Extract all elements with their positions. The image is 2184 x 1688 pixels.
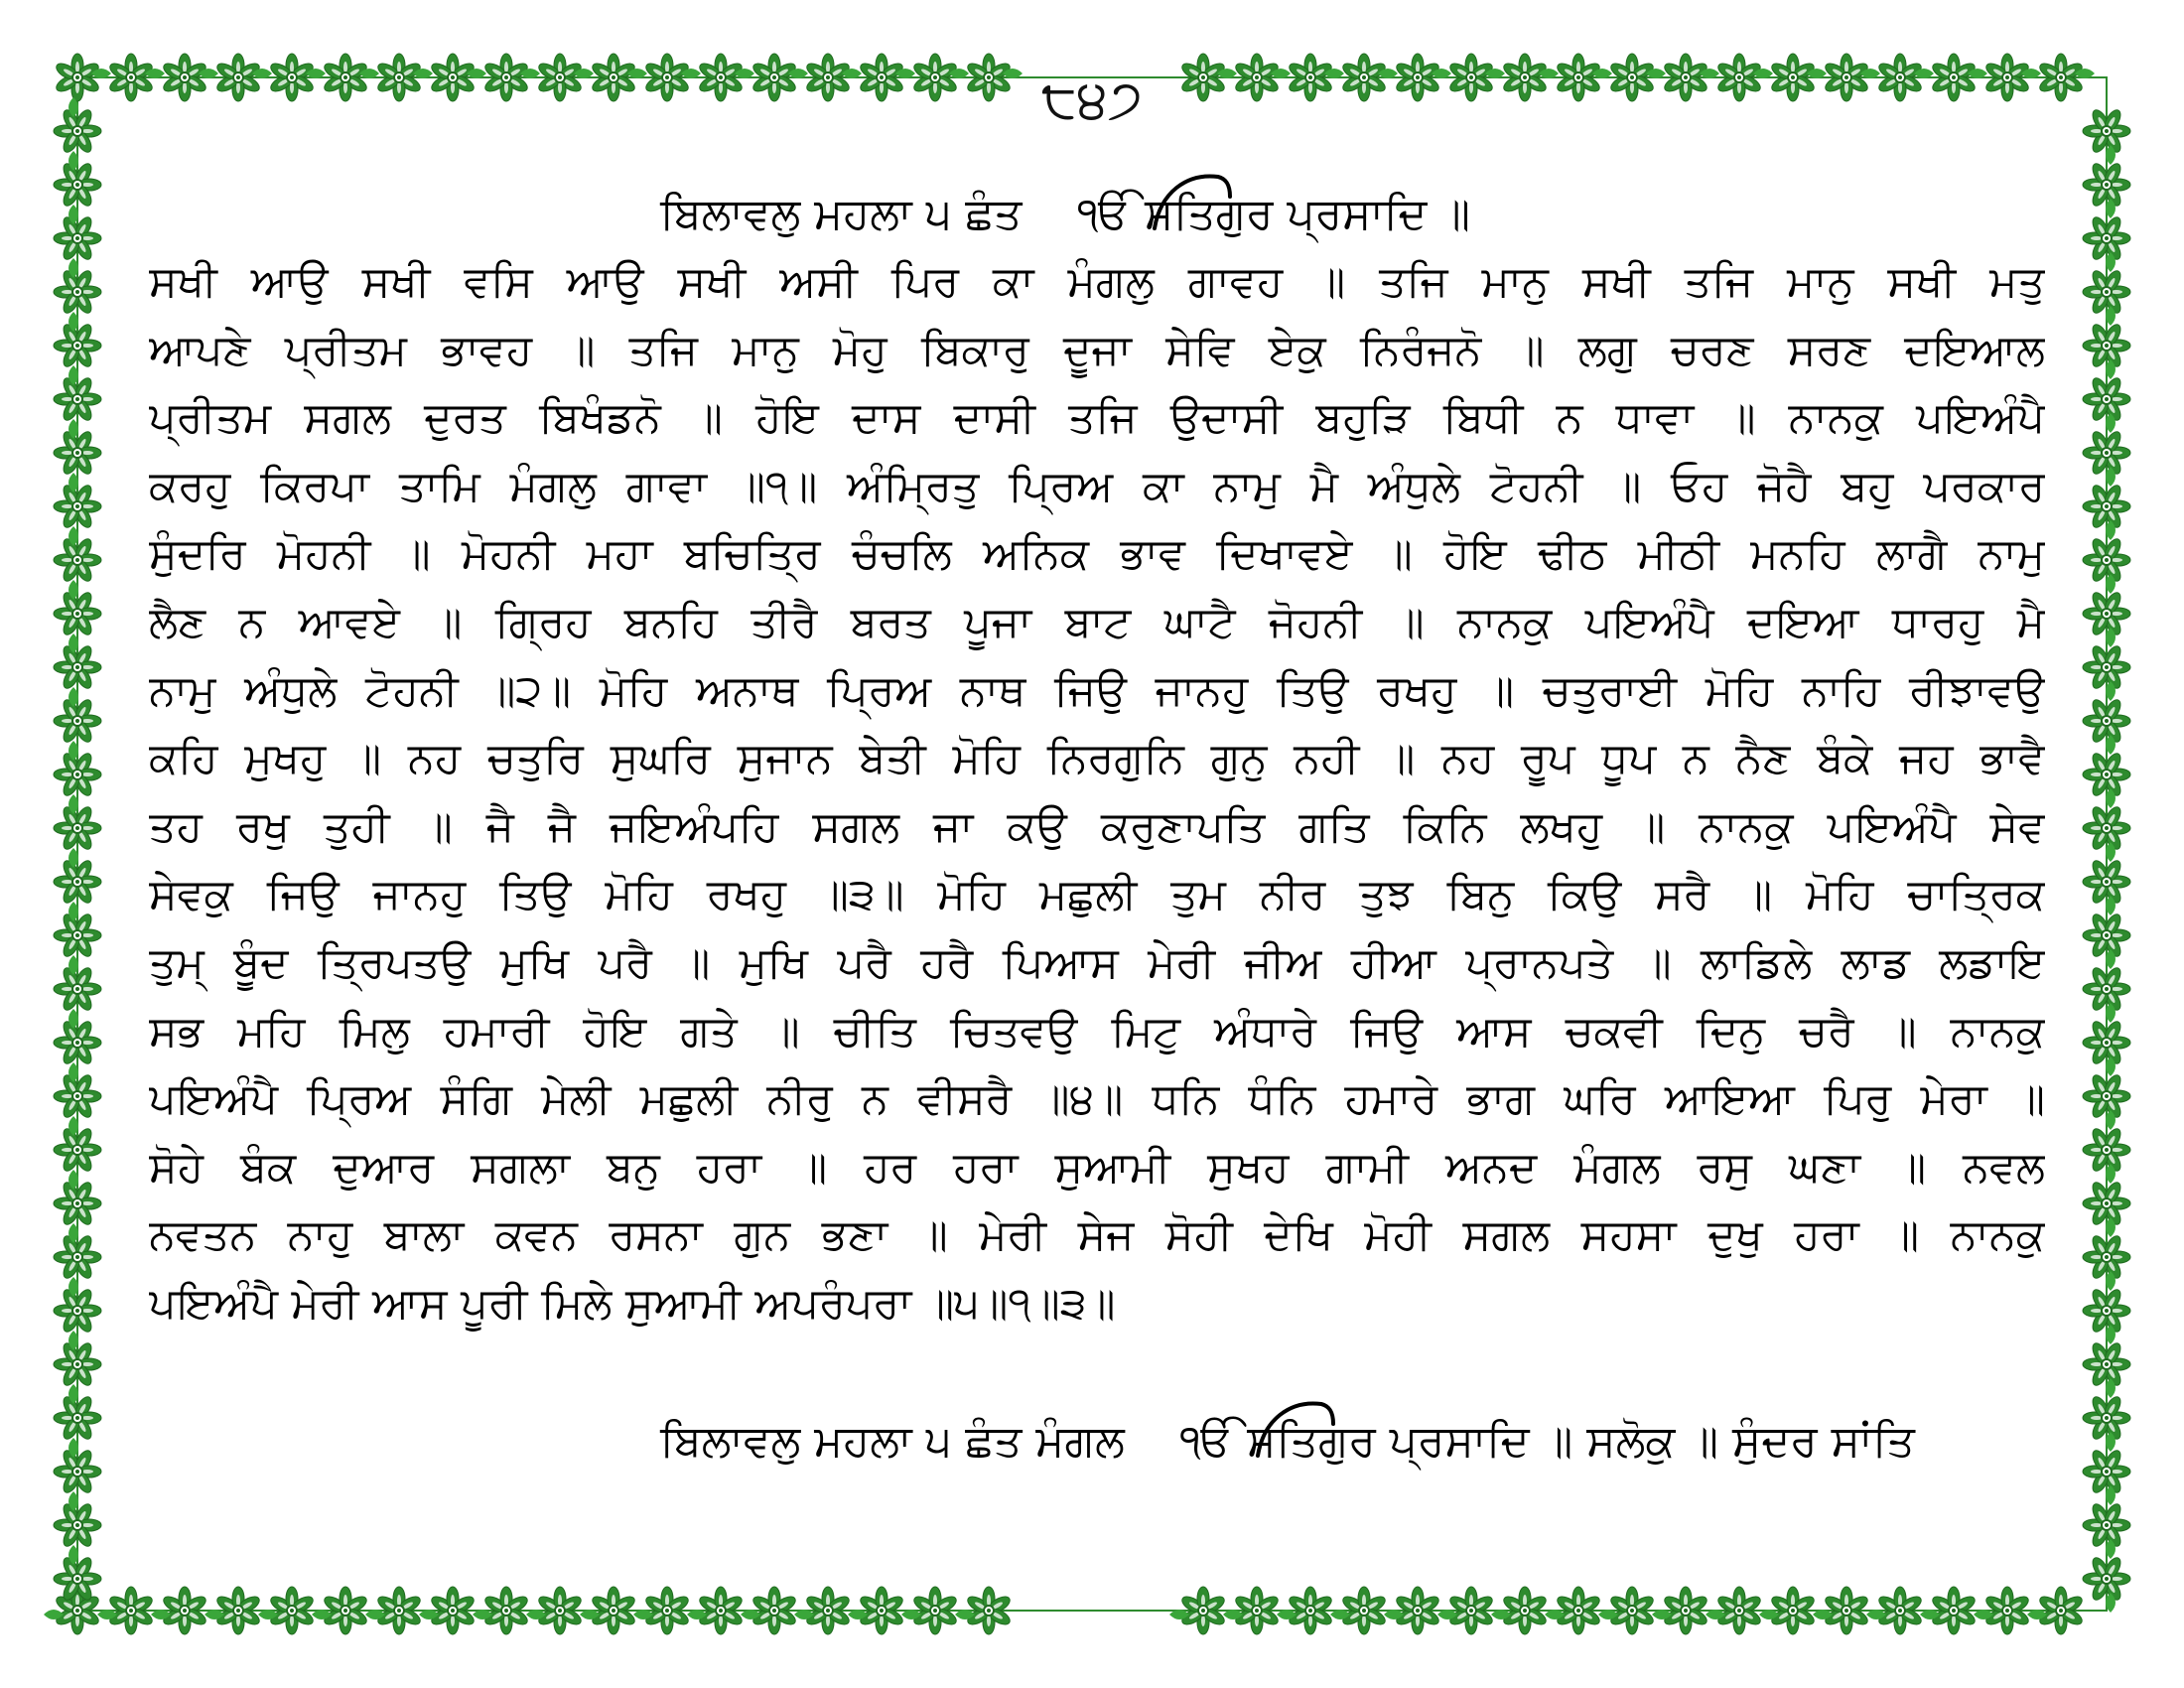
verse-line: ਨਾਮੁ ਅੰਧੁਲੇ ਟੋਹਨੀ ॥੨॥ ਮੋਹਿ ਅਨਾਥ ਪ੍ਰਿਅ ਨਾਥ ਜਿਉ ਜਾਨਹੁ ਤਿਉ ਰਖਹੁ ॥ ਚਤੁਰਾਈ ਮੋਹਿ ਨਾਹਿ ਰੀਝਾਵਉ — [149, 665, 2045, 716]
heading-2-mool: ੴ ਸਤਿਗੁਰ ਪ੍ਰਸਾਦਿ ॥ ਸਲੋਕੁ ॥ ਸੁੰਦਰ ਸਾਂਤਿ — [1179, 1416, 1915, 1467]
verse-line: ਤਹ ਰਖੁ ਤੁਹੀ ॥ ਜੈ ਜੈ ਜਇਅੰਪਹਿ ਸਗਲ ਜਾ ਕਉ ਕਰੁਣਾਪਤਿ ਗਤਿ ਕਿਨਿ ਲਖਹੁ ॥ ਨਾਨਕੁ ਪਇਅੰਪੈ ਸੇਵ — [149, 801, 2045, 852]
verse-line: ਸੁੰਦਰਿ ਮੋਹਨੀ ॥ ਮੋਹਨੀ ਮਹਾ ਬਚਿਤ੍ਰਿ ਚੰਚਲਿ ਅਨਿਕ ਭਾਵ ਦਿਖਾਵਏ ॥ ਹੋਇ ਢੀਠ ਮੀਠੀ ਮਨਹਿ ਲਾਗੈ ਨਾਮੁ — [149, 529, 2045, 580]
heading-1-raag: ਬਿਲਾਵਲੁ ਮਹਲਾ ੫ ਛੰਤ — [660, 189, 1023, 239]
verse-line: ਪ੍ਰੀਤਮ ਸਗਲ ਦੁਰਤ ਬਿਖੰਡਨੋ ॥ ਹੋਇ ਦਾਸ ਦਾਸੀ ਤਜਿ ਉਦਾਸੀ ਬਹੁੜਿ ਬਿਧੀ ਨ ਧਾਵਾ ॥ ਨਾਨਕੁ ਪਇਅੰਪੈ — [149, 393, 2045, 444]
verse-line: ਸੋਹੇ ਬੰਕ ਦੁਆਰ ਸਗਲਾ ਬਨੁ ਹਰਾ ॥ ਹਰ ਹਰਾ ਸੁਆਮੀ ਸੁਖਹ ਗਾਮੀ ਅਨਦ ਮੰਗਲ ਰਸੁ ਘਣਾ ॥ ਨਵਲ — [149, 1142, 2045, 1193]
verse-line: ਕਹਿ ਮੁਖਹੁ ॥ ਨਹ ਚਤੁਰਿ ਸੁਘਰਿ ਸੁਜਾਨ ਬੇਤੀ ਮੋਹਿ ਨਿਰਗੁਨਿ ਗੁਨੁ ਨਹੀ ॥ ਨਹ ਰੂਪ ਧੂਪ ਨ ਨੈਣ ਬੰਕੇ ਜਹ ਭਾਵੈ — [149, 734, 2045, 784]
page-number: ੮੪੭ — [1041, 68, 1143, 130]
heading-1-mool: ੴ ਸਤਿਗੁਰ ਪ੍ਰਸਾਦਿ ॥ — [1077, 189, 1470, 239]
flower-icon — [54, 54, 111, 101]
scripture-text-area — [149, 179, 2045, 1470]
section-heading-2 — [149, 1412, 2045, 1472]
verse-line: ਸਖੀ ਆਉ ਸਖੀ ਵਸਿ ਆਉ ਸਖੀ ਅਸੀ ਪਿਰ ਕਾ ਮੰਗਲੁ ਗਾਵਹ ॥ ਤਜਿ ਮਾਨੁ ਸਖੀ ਤਜਿ ਮਾਨੁ ਸਖੀ ਮਤੁ — [149, 257, 2045, 307]
verse-line: ਪਇਅੰਪੈ ਮੇਰੀ ਆਸ ਪੂਰੀ ਮਿਲੇ ਸੁਆਮੀ ਅਪਰੰਪਰਾ ॥੫॥੧॥੩॥ — [149, 1278, 1116, 1329]
verse-line: ਤੁਮ੍ ਬੂੰਦ ਤ੍ਰਿਪਤਉ ਮੁਖਿ ਪਰੈ ॥ ਮੁਖਿ ਪਰੈ ਹਰੈ ਪਿਆਸ ਮੇਰੀ ਜੀਅ ਹੀਆ ਪ੍ਰਾਨਪਤੇ ॥ ਲਾਡਿਲੇ ਲਾਡ ਲਡਾਇ — [149, 937, 2045, 988]
verse-line: ਕਰਹੁ ਕਿਰਪਾ ਤਾਮਿ ਮੰਗਲੁ ਗਾਵਾ ॥੧॥ ਅੰਮ੍ਰਿਤੁ ਪ੍ਰਿਅ ਕਾ ਨਾਮੁ ਮੈ ਅੰਧੁਲੇ ਟੋਹਨੀ ॥ ਓਹ ਜੋਹੈ ਬਹੁ ਪਰਕਾਰ — [149, 461, 2045, 511]
verse-line: ਆਪਣੇ ਪ੍ਰੀਤਮ ਭਾਵਹ ॥ ਤਜਿ ਮਾਨੁ ਮੋਹੁ ਬਿਕਾਰੁ ਦੂਜਾ ਸੇਵਿ ਏਕੁ ਨਿਰੰਜਨੋ ॥ ਲਗੁ ਚਰਣ ਸਰਣ ਦਇਆਲ — [149, 325, 2045, 375]
verse-line: ਨਵਤਨ ਨਾਹੁ ਬਾਲਾ ਕਵਨ ਰਸਨਾ ਗੁਨ ਭਣਾ ॥ ਮੇਰੀ ਸੇਜ ਸੋਹੀ ਦੇਖਿ ਮੋਹੀ ਸਗਲ ਸਹਸਾ ਦੁਖੁ ਹਰਾ ॥ ਨਾਨਕੁ — [149, 1210, 2045, 1261]
verse-body — [149, 248, 2045, 1338]
verse-line: ਪਇਅੰਪੈ ਪ੍ਰਿਅ ਸੰਗਿ ਮੇਲੀ ਮਛੁਲੀ ਨੀਰੁ ਨ ਵੀਸਰੈ ॥੪॥ ਧਨਿ ਧੰਨਿ ਹਮਾਰੇ ਭਾਗ ਘਰਿ ਆਇਆ ਪਿਰੁ ਮੇਰਾ ॥ — [149, 1074, 2045, 1125]
section-heading-1 — [149, 185, 2045, 244]
verse-line: ਲੈਣ ਨ ਆਵਏ ॥ ਗ੍ਰਿਹ ਬਨਹਿ ਤੀਰੈ ਬਰਤ ਪੂਜਾ ਬਾਟ ਘਾਟੈ ਜੋਹਨੀ ॥ ਨਾਨਕੁ ਪਇਅੰਪੈ ਦਇਆ ਧਾਰਹੁ ਮੈ — [149, 597, 2045, 647]
verse-line: ਸੇਵਕੁ ਜਿਉ ਜਾਨਹੁ ਤਿਉ ਮੋਹਿ ਰਖਹੁ ॥੩॥ ਮੋਹਿ ਮਛੁਲੀ ਤੁਮ ਨੀਰ ਤੁਝ ਬਿਨੁ ਕਿਉ ਸਰੈ ॥ ਮੋਹਿ ਚਾਤ੍ਰਿਕ — [149, 870, 2045, 920]
heading-2-raag: ਬਿਲਾਵਲੁ ਮਹਲਾ ੫ ਛੰਤ ਮੰਗਲ — [660, 1416, 1125, 1467]
verse-line: ਸਭ ਮਹਿ ਮਿਲੁ ਹਮਾਰੀ ਹੋਇ ਗਤੇ ॥ ਚੀਤਿ ਚਿਤਵਉ ਮਿਟੁ ਅੰਧਾਰੇ ਜਿਉ ਆਸ ਚਕਵੀ ਦਿਨੁ ਚਰੈ ॥ ਨਾਨਕੁ — [149, 1006, 2045, 1056]
